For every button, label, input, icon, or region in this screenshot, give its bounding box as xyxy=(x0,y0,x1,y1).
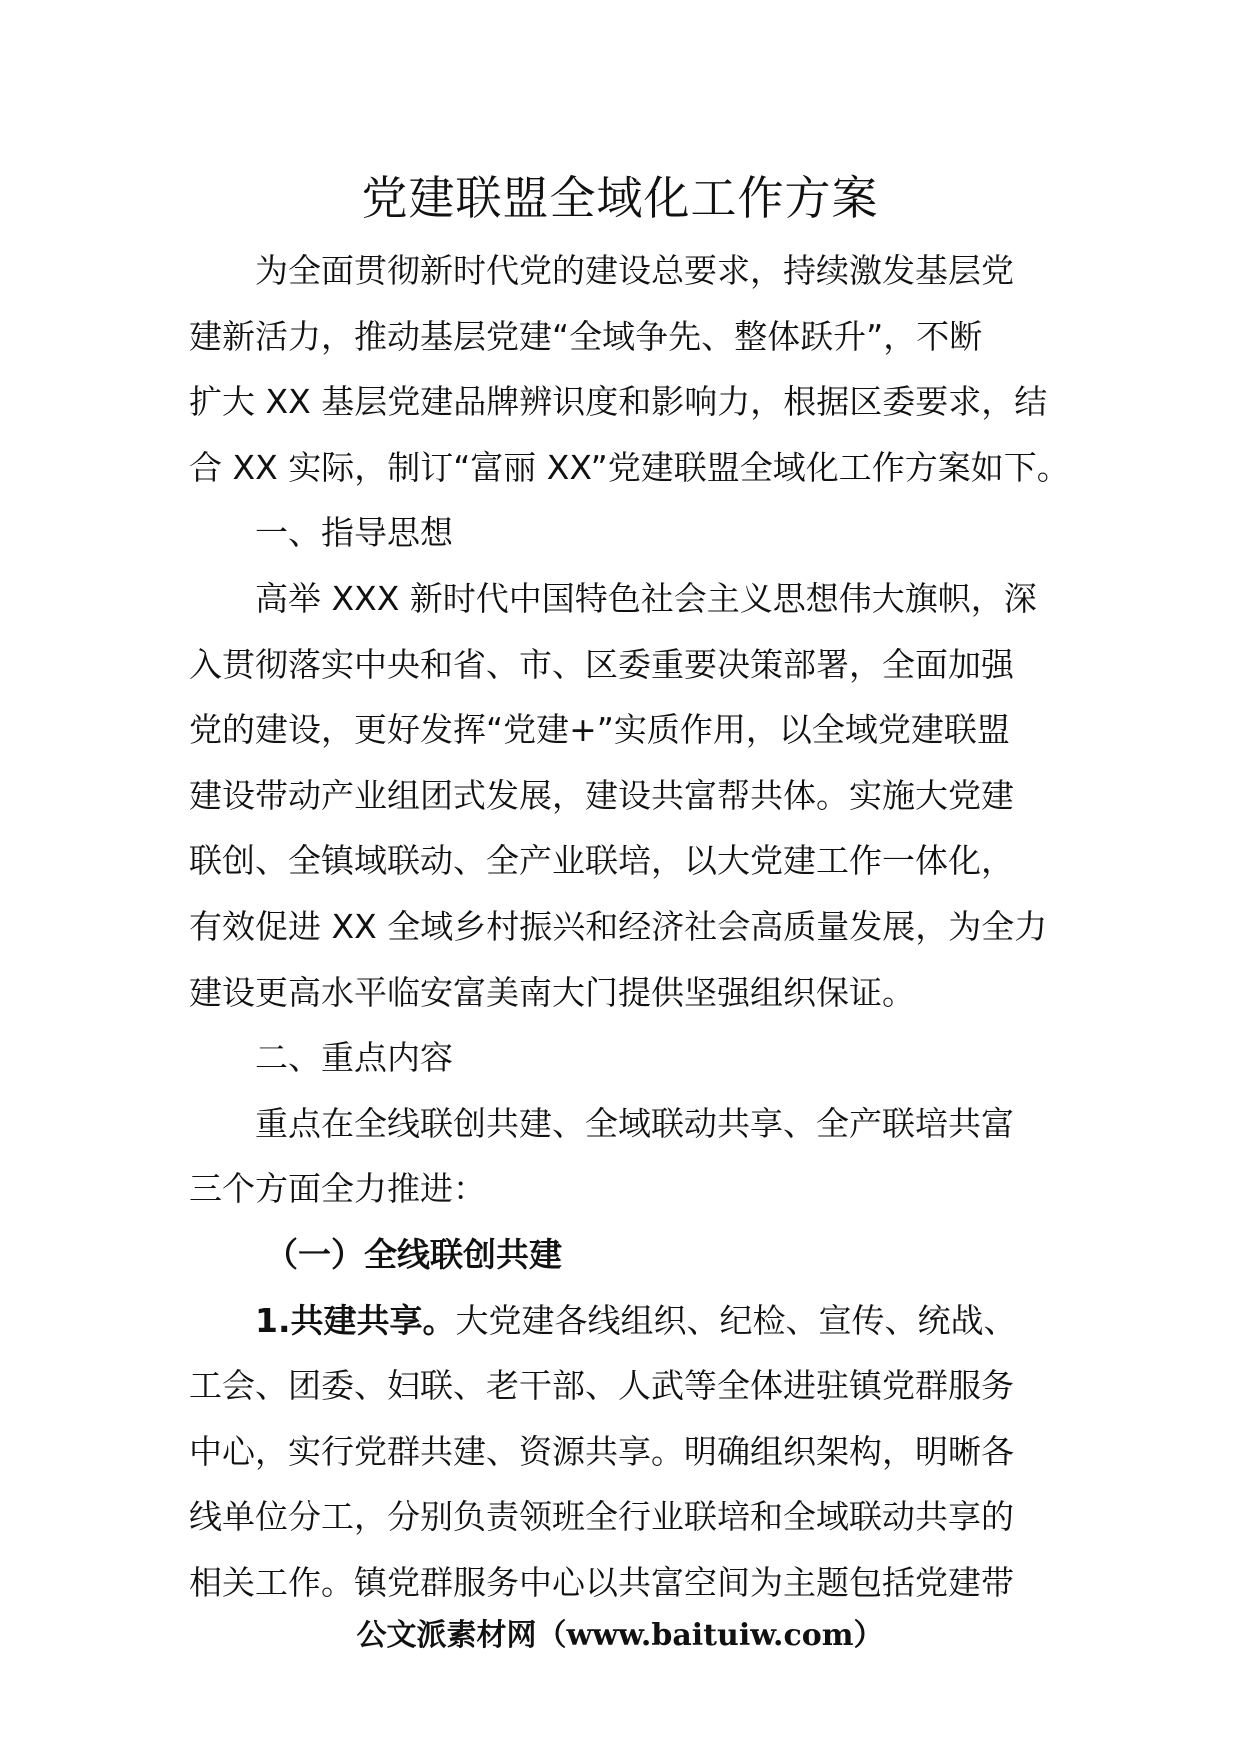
paragraph-line: 联创、全镇域联动、全产业联培，以大党建工作一体化， xyxy=(189,841,1014,881)
paragraph-line: 中心，实行党群共建、资源共享。明确组织架构，明晰各 xyxy=(189,1431,1014,1471)
paragraph-line: 党的建设，更好发挥“党建+”实质作用，以全域党建联盟 xyxy=(189,710,1010,750)
paragraph-line: 高举 XXX 新时代中国特色社会主义思想伟大旗帜，深 xyxy=(255,578,1037,618)
paragraph-line: 建设带动产业组团式发展，建设共富帮共体。实施大党建 xyxy=(189,775,1014,815)
document-title: 党建联盟全域化工作方案 xyxy=(361,171,879,225)
footer-watermark: 公文派素材网（www.baituiw.com） xyxy=(356,1618,884,1653)
paragraph-line: 重点在全线联创共建、全域联动共享、全产联培共富 xyxy=(255,1103,1014,1143)
item-heading: 1.共建共享。 xyxy=(255,1300,456,1340)
item-text: 大党建各线组织、纪检、宣传、统战、 xyxy=(455,1300,1017,1340)
section-heading: 二、重点内容 xyxy=(255,1038,453,1078)
paragraph-line: 线单位分工，分别负责领班全行业联培和全域联动共享的 xyxy=(189,1497,1014,1537)
document-body xyxy=(189,238,1089,1615)
paragraph-line: 建设更高水平临安富美南大门提供坚强组织保证。 xyxy=(189,972,915,1012)
paragraph-line: 工会、团委、妇联、老干部、人武等全体进驻镇党群服务 xyxy=(189,1366,1014,1406)
paragraph-line xyxy=(189,1288,1089,1354)
paragraph-line: 三个方面全力推进： xyxy=(189,1169,486,1209)
paragraph-line: 入贯彻落实中央和省、市、区委重要决策部署，全面加强 xyxy=(189,644,1014,684)
paragraph-line: 为全面贯彻新时代党的建设总要求，持续激发基层党 xyxy=(255,251,1014,290)
paragraph-line: 合 XX 实际，制订“富丽 XX”党建联盟全域化工作方案如下。 xyxy=(189,447,1070,487)
paragraph-line: 扩大 XX 基层党建品牌辨识度和影响力，根据区委要求，结 xyxy=(189,382,1048,422)
section-heading: 一、指导思想 xyxy=(255,513,453,553)
subsection-heading: （一）全线联创共建 xyxy=(265,1234,562,1274)
paragraph-line: 有效促进 XX 全域乡村振兴和经济社会高质量发展，为全力 xyxy=(189,906,1048,946)
paragraph-line: 相关工作。镇党群服务中心以共富空间为主题包括党建带 xyxy=(189,1562,1014,1602)
paragraph-line: 建新活力，推动基层党建“全域争先、整体跃升”，不断 xyxy=(189,316,983,356)
